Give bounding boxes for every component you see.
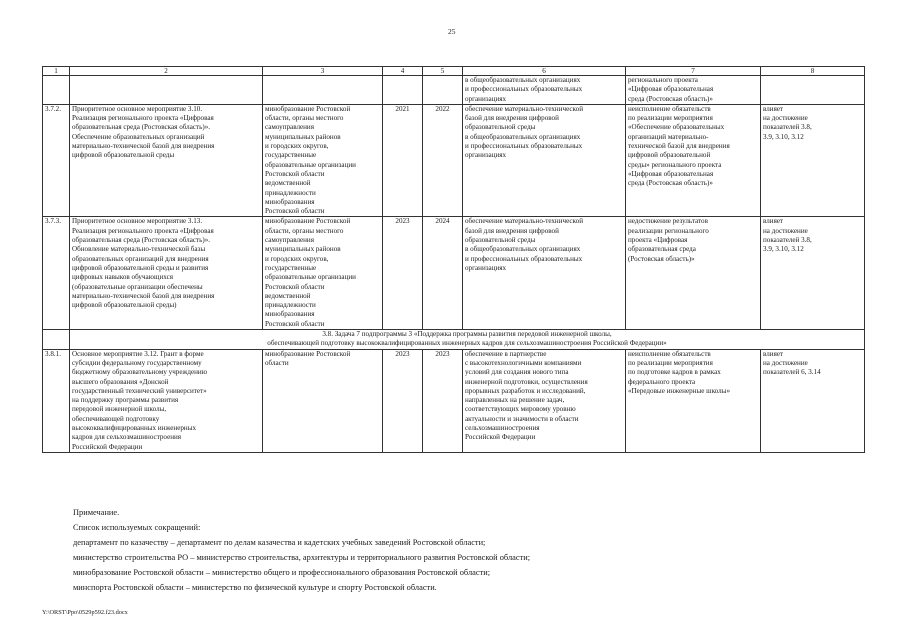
start-year: 2021 xyxy=(383,104,423,217)
end-year: 2023 xyxy=(423,349,463,452)
consequence-cell: недостижение результатов реализации регионального проекта «Цифровая образовательная среда (Ростовская область)» xyxy=(626,217,761,330)
executor-cell: минобразование Ростовской области, органы местного самоуправления муниципальных районов и городских округов, государственные образовательные организации Ростовской области ведомственной принадлежности минобразования Ростовской области xyxy=(263,104,383,217)
file-path-footer: Y:\ORST\Ppo\0529p592.f23.docx xyxy=(42,609,128,616)
page-number: 25 xyxy=(448,27,456,36)
executor-cell: минобразование Ростовской области, органы местного самоуправления муниципальных районов и городских округов, государственные образовательные организации Ростовской области ведомственной принадлежности минобразования Ростовской области xyxy=(263,217,383,330)
column-number: 5 xyxy=(423,67,463,76)
executor-cell: минобразование Ростовской области xyxy=(263,349,383,452)
indicator-link-cell: влияет на достижение показателей 6, 3.14 xyxy=(761,349,865,452)
column-number: 1 xyxy=(43,67,70,76)
activity-name: Основное мероприятие 3.12. Грант в форме субсидии федеральному государственному бюджетному образовательному учреждению высшего образования «Донской государственный технический университет» на поддержку программы развития передовой инженерной школы, обеспечивающей подготовку высококвалифицированных инженерных кадров для сельхозмашиностроения Российской Федерации xyxy=(70,349,263,452)
column-number: 8 xyxy=(761,67,865,76)
end-year: 2024 xyxy=(423,217,463,330)
consequence-cell: регионального проекта «Цифровая образовательная среда (Ростовская область)» xyxy=(626,76,761,105)
program-activities-table xyxy=(42,66,865,453)
column-number: 7 xyxy=(626,67,761,76)
table-row xyxy=(43,217,865,330)
abbreviation-item: министерство строительства РО – министерство строительства, архитектуры и территориального развития Ростовской области; xyxy=(73,553,531,562)
result-cell: в общеобразовательных организациях и профессиональных образовательных организациях xyxy=(463,76,626,105)
column-number: 6 xyxy=(463,67,626,76)
result-cell: обеспечение материально-технической базой для внедрения цифровой образовательной среды в общеобразовательных организациях и профессиональных образовательных организациях xyxy=(463,217,626,330)
task-heading: 3.8. Задача 7 подпрограммы 3 «Поддержка программы развития передовой инженерной школы, обеспечивающей подготовку высококвалифицированных инженерных кадров для сельхозмашиностроения Российской Федерации» xyxy=(70,330,865,350)
activity-name: Приоритетное основное мероприятие 3.10. Реализация регионального проекта «Цифровая образовательная среда (Ростовская область)». Обеспечение образовательных организаций материально-технической базой для внедрения цифровой образовательной среды xyxy=(70,104,263,217)
abbreviations-heading: Список используемых сокращений: xyxy=(73,523,201,532)
task-heading-row xyxy=(43,330,865,350)
end-year: 2022 xyxy=(423,104,463,217)
notes-section xyxy=(73,505,853,595)
row-number: 3.8.1. xyxy=(43,349,70,452)
consequence-cell: неисполнение обязательств по реализации мероприятия «Обеспечение образовательных организаций материально- технической базой для внедрения цифровой образовательной среды» регионального проекта «Цифровая образовательная среда (Ростовская область)» xyxy=(626,104,761,217)
row-number: 3.7.3. xyxy=(43,217,70,330)
abbreviation-item: департамент по казачеству – департамент по делам казачества и кадетских учебных заведений Ростовской области; xyxy=(73,538,486,547)
table-row-carryover xyxy=(43,76,865,105)
row-number: 3.7.2. xyxy=(43,104,70,217)
column-number: 2 xyxy=(70,67,263,76)
indicator-link-cell: влияет на достижение показателей 3.8, 3.9, 3.10, 3.12 xyxy=(761,104,865,217)
indicator-link-cell: влияет на достижение показателей 3.8, 3.9, 3.10, 3.12 xyxy=(761,217,865,330)
consequence-cell: неисполнение обязательств по реализации мероприятия по подготовке кадров в рамках федерального проекта «Передовые инженерные школы» xyxy=(626,349,761,452)
column-number-row xyxy=(43,67,865,76)
abbreviation-item: минобразование Ростовской области – министерство общего и профессионального образования Ростовской области; xyxy=(73,568,491,577)
column-number: 3 xyxy=(263,67,383,76)
result-cell: обеспечение в партнерстве с высокотехнологичными компаниями условий для создания нового типа инженерной подготовки, осуществления прорывных разработок и исследований, направленных на решение задач, соответствующих мировому уровню актуальности и значимости в области сельхозмашиностроения Российской Федерации xyxy=(463,349,626,452)
start-year: 2023 xyxy=(383,349,423,452)
result-cell: обеспечение материально-технической базой для внедрения цифровой образовательной среды в общеобразовательных организациях и профессиональных образовательных организациях xyxy=(463,104,626,217)
table-row xyxy=(43,349,865,452)
table-row xyxy=(43,104,865,217)
start-year: 2023 xyxy=(383,217,423,330)
abbreviation-item: минспорта Ростовской области – министерство по физической культуре и спорту Ростовской области. xyxy=(73,583,437,592)
notes-heading: Примечание. xyxy=(73,508,120,517)
activity-name: Приоритетное основное мероприятие 3.13. Реализация регионального проекта «Цифровая образовательная среда (Ростовская область)». Обновление материально-технической базы образовательных организаций для внедрения цифровой образовательной среды и развития цифровых навыков обучающихся (образовательные организации обеспечены материально-технической базой для внедрения цифровой образовательной среды) xyxy=(70,217,263,330)
column-number: 4 xyxy=(383,67,423,76)
